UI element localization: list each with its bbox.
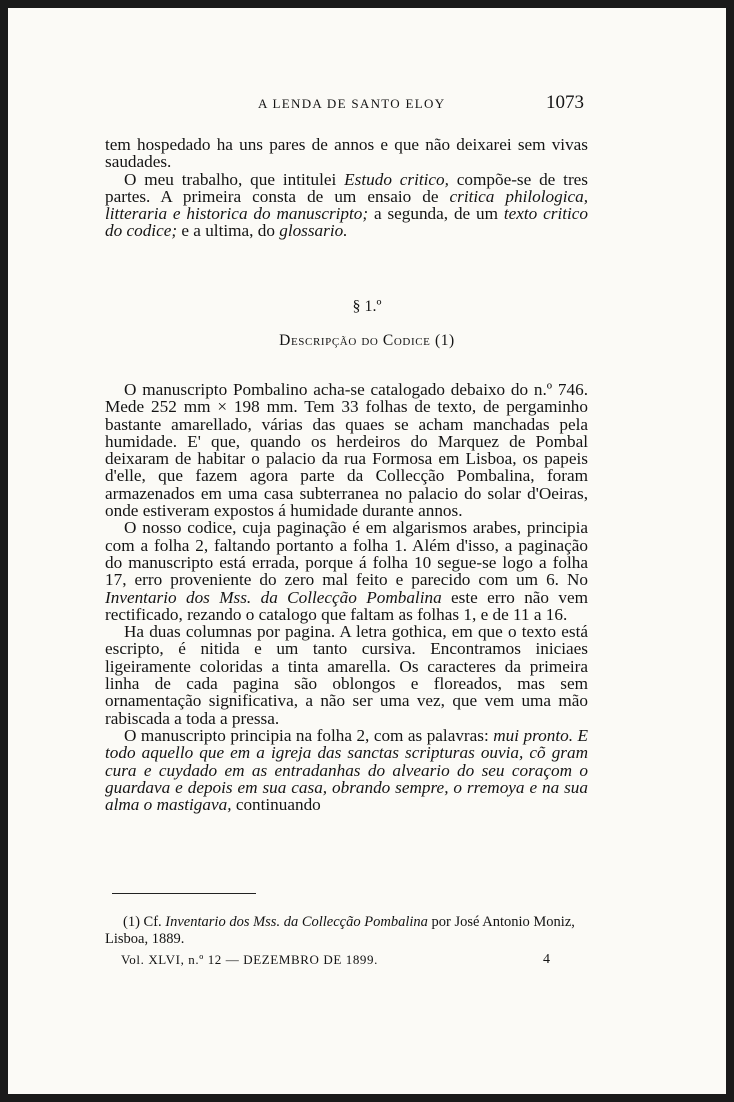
italic-run: critica philologica, litteraria e historica do manuscripto; [105, 186, 588, 224]
italic-run: mui pronto. E todo aquello que em a igreja das sanctas scripturas ouvia, cõ gram cura e cuydado em as entradanhas do alveario do seu coraçom o guardava e depois em sua casa, obrando sempre, o rremoya e na sua alma o mastigava, [105, 725, 589, 815]
running-title: A LENDA DE SANTO ELOY [258, 96, 446, 111]
italic-run: glossario. [279, 221, 348, 241]
volume-line: Vol. XLVI, n.º 12 — DEZEMBRO DE 1899. [121, 952, 378, 967]
signature-mark: 4 [543, 952, 550, 967]
footnote-rule [112, 893, 256, 894]
intro-paragraph-2: O meu trabalho, que intitulei Estudo critico, compõe-se de tres partes. A primeira consta de um ensaio de critica philologica, litteraria e historica do manuscripto; a segunda, de um texto critico do codice; e a ultima, do glossario. [105, 169, 588, 241]
italic-run: texto critico do codice; [105, 204, 588, 241]
italic-run: Inventario dos Mss. da Collecção Pombalina [105, 587, 442, 607]
running-head [8, 94, 726, 118]
paragraph: O manuscripto Pombalino acha-se catalogado debaixo do n.º 746. Mede 252 mm × 198 mm. Tem 33 folhas de texto, de pergaminho bastante amarellado, várias das quaes se acham manchadas pela humidade. E' que, quando os herdeiros do Marquez de Pombal deixaram de habitar o palacio da rua Formosa em Lisboa, os papeis d'elle, que fazem agora parte da Collecção Pombalina, foram armazenados em uma casa subterranea no palacio do solar d'Oeiras, onde estiveram expostos á humidade durante annos. [105, 380, 588, 521]
footnote-text: (1) Cf. Inventario dos Mss. da Collecção Pombalina por José Antonio Moniz, Lisboa, 1889. [105, 914, 575, 947]
main-text [105, 381, 588, 813]
footnote [105, 914, 588, 947]
paragraph: Ha duas columnas por pagina. A letra gothica, em que o texto está escripto, é nitida e um tanto cursiva. Encontramos iniciaes ligeiramente coloridas a tinta amarella. Os caracteres da primeira linha de cada pagina são oblongos e floreados, mas sem ornamentação significativa, a não ser uma vez, que vem uma mão rabiscada a toda a pressa. [105, 622, 588, 728]
page-number: 1073 [546, 92, 584, 113]
italic-run: Estudo critico, [344, 169, 449, 189]
intro-text [105, 136, 588, 240]
page-footer [105, 952, 588, 972]
paragraph: O nosso codice, cuja paginação é em algarismos arabes, principia com a folha 2, faltando portanto a folha 1. Além d'isso, a paginação do manuscripto está errada, porque á folha 10 segue-se logo a folha 17, erro proveniente do zero mal feito e parecido com um 6. No Inventario dos Mss. da Collecção Pombalina este erro não vem rectificado, rezando o catalogo que faltam as folhas 1, e de 11 a 16. [105, 518, 588, 624]
section-mark: § 1.º [352, 298, 382, 315]
paragraph: O manuscripto principia na folha 2, com as palavras: mui pronto. E todo aquello que em a igreja das sanctas scripturas ouvia, cõ gram cura e cuydado em as entradanhas do alveario do seu coraçom o guardava e depois em sua casa, obrando sempre, o rremoya e na sua alma o mastigava, continuando [105, 725, 589, 815]
intro-paragraph-1: tem hospedado ha uns pares de annos e que não deixarei sem vivas saudades. [105, 135, 588, 172]
italic-run: Inventario dos Mss. da Collecção Pombalina [165, 914, 428, 930]
section-heading: Descripção do Codice (1) [279, 332, 455, 349]
page [8, 8, 726, 1094]
